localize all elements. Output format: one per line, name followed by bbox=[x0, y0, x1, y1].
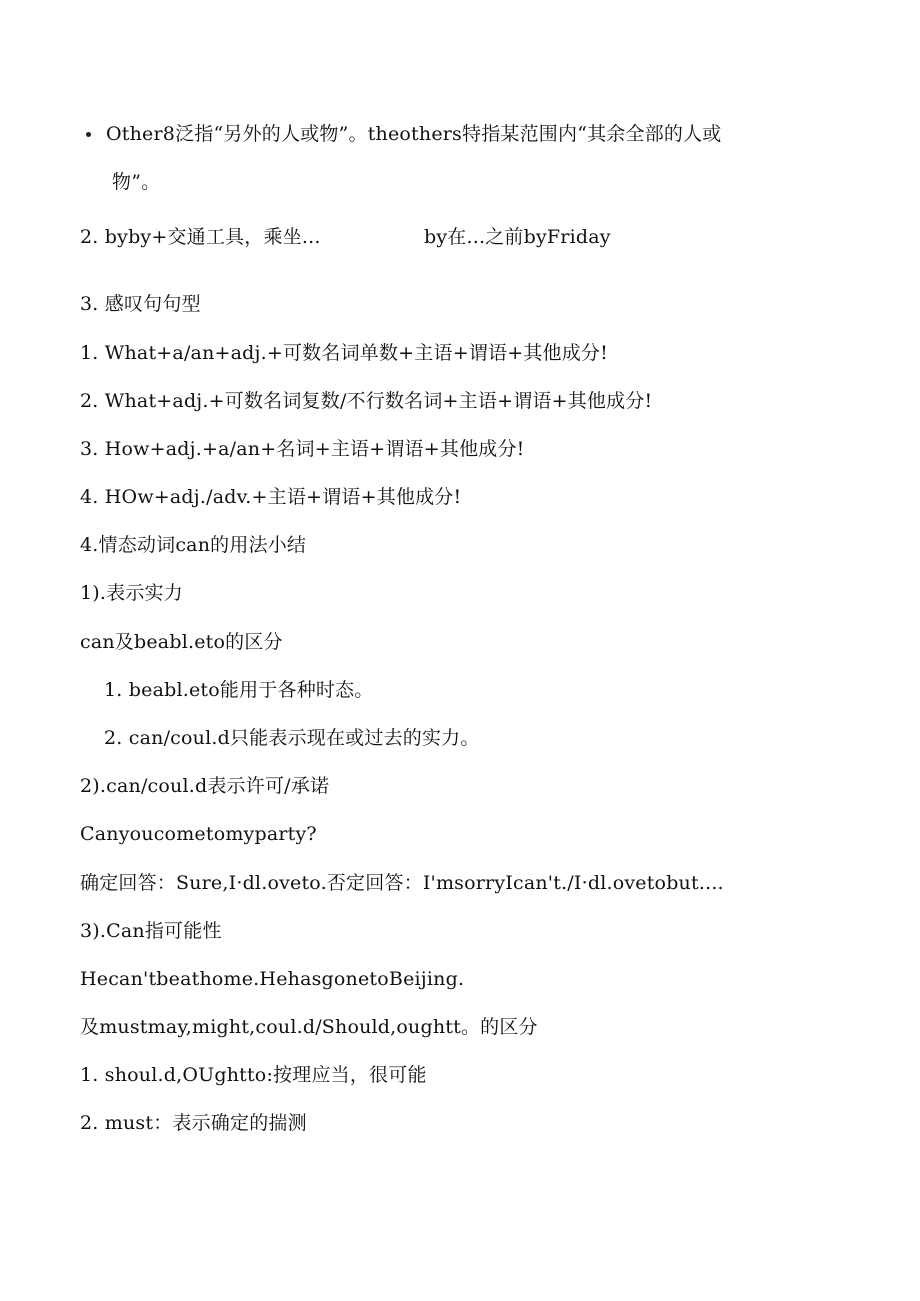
sub3-example: Hecan'tbeathome.HehasgonetoBeijing. bbox=[80, 968, 465, 990]
sub1-point-2: 2. can/coul.d只能表示现在或过去的实力。 bbox=[104, 727, 480, 749]
exclamation-pattern-3: 3. How+adj.+a/an+名词+主语+谓语+其他成分! bbox=[80, 438, 525, 460]
item2-left: 2. byby+交通工具，乘坐... bbox=[80, 226, 321, 248]
item3-heading: 3. 感叹句句型 bbox=[80, 293, 201, 315]
sub3-point-2: 2. must：表示确定的揣测 bbox=[80, 1112, 307, 1134]
item4-heading: 4.情态动词can的用法小结 bbox=[80, 534, 307, 556]
sub3-point-1: 1. shoul.d,OUghtto:按理应当，很可能 bbox=[80, 1064, 427, 1086]
bullet-line-2: 物”。 bbox=[112, 171, 161, 193]
exclamation-pattern-1: 1. What+a/an+adj.+可数名词单数+主语+谓语+其他成分! bbox=[80, 342, 608, 364]
sub2-answers: 确定回答：Sure,I·dl.oveto.否定回答：I'msorryIcan't./I·dl.ovetobut.... bbox=[80, 872, 724, 894]
item2-right: by在...之前byFriday bbox=[424, 226, 611, 248]
exclamation-pattern-2: 2. What+adj.+可数名词复数/不行数名词+主语+谓语+其他成分! bbox=[80, 390, 653, 412]
bullet-line-1: Other8泛指“另外的人或物”。theothers特指某范围内“其余全部的人或 bbox=[106, 123, 722, 145]
exclamation-pattern-4: 4. HOw+adj./adv.+主语+谓语+其他成分! bbox=[80, 486, 462, 508]
sub1-point-1: 1. beabl.eto能用于各种时态。 bbox=[104, 679, 374, 701]
sub2-heading: 2).can/coul.d表示许可/承诺 bbox=[80, 775, 330, 797]
sub1-compare: can及beabl.eto的区分 bbox=[80, 631, 283, 653]
sub3-heading: 3).Can指可能性 bbox=[80, 920, 222, 942]
sub3-compare: 及mustmay,might,coul.d/Should,oughtt。的区分 bbox=[80, 1016, 538, 1038]
sub2-example: Canyoucometomyparty? bbox=[80, 823, 317, 845]
bullet-dot-icon bbox=[86, 132, 91, 137]
sub1-heading: 1).表示实力 bbox=[80, 582, 183, 604]
